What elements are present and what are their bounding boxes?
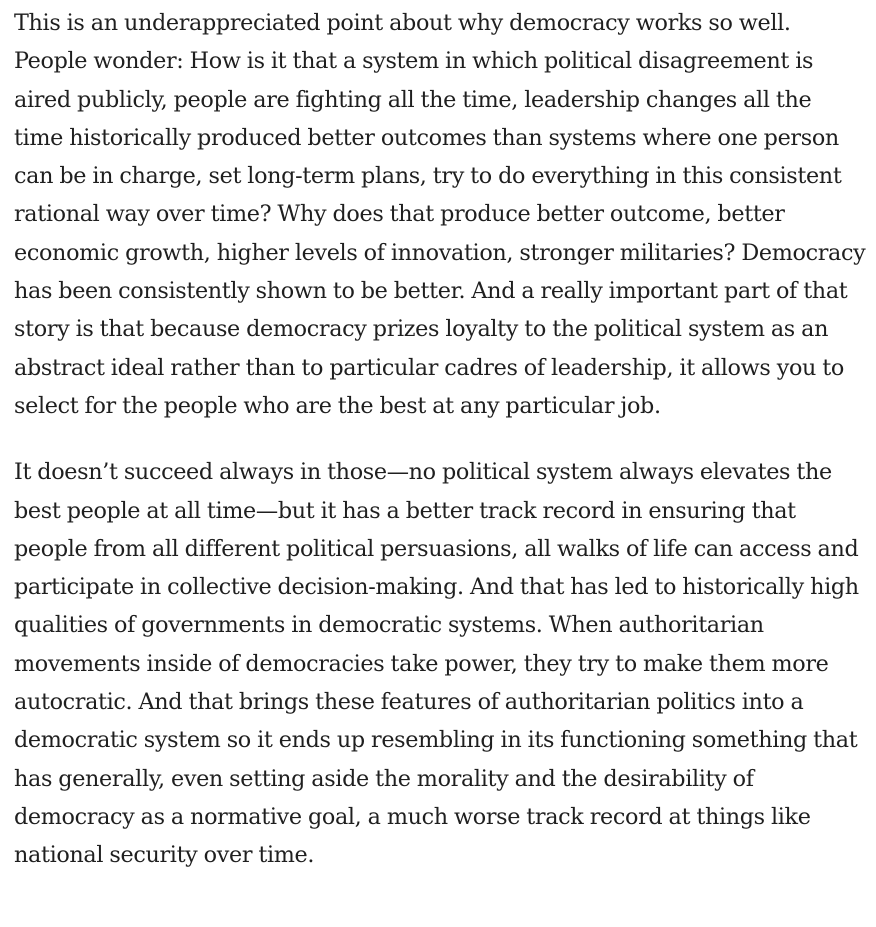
article-body [14,4,866,875]
paragraph-1: This is an underappreciated point about why democracy works so well. People wonder: How is it that a system in which political disagreement is aired publicly, people are fighting all the time, leadership changes all the time historically produced better outcomes than systems where one person can be in charge, set long-term plans, try to do everything in this consistent rational way over time? Why does that produce better outcome, better economic growth, higher levels of innovation, stronger militaries? Democracy has been consistently shown to be better. And a really important part of that story is that because democracy prizes loyalty to the political system as an abstract ideal rather than to particular cadres of leadership, it allows you to select for the people who are the best at any particular job. [14,10,866,419]
paragraph-2: It doesn’t succeed always in those—no political system always elevates the best people at all time—but it has a better track record in ensuring that people from all different political persuasions, all walks of life can access and participate in collective decision-making. And that has led to historically high qualities of governments in democratic systems. When authoritarian movements inside of democracies take power, they try to make them more autocratic. And that brings these features of authoritarian politics into a democratic system so it ends up resembling in its functioning something that has generally, even setting aside the morality and the desirability of democracy as a normative goal, a much worse track record at things like national security over time. [14,459,859,869]
